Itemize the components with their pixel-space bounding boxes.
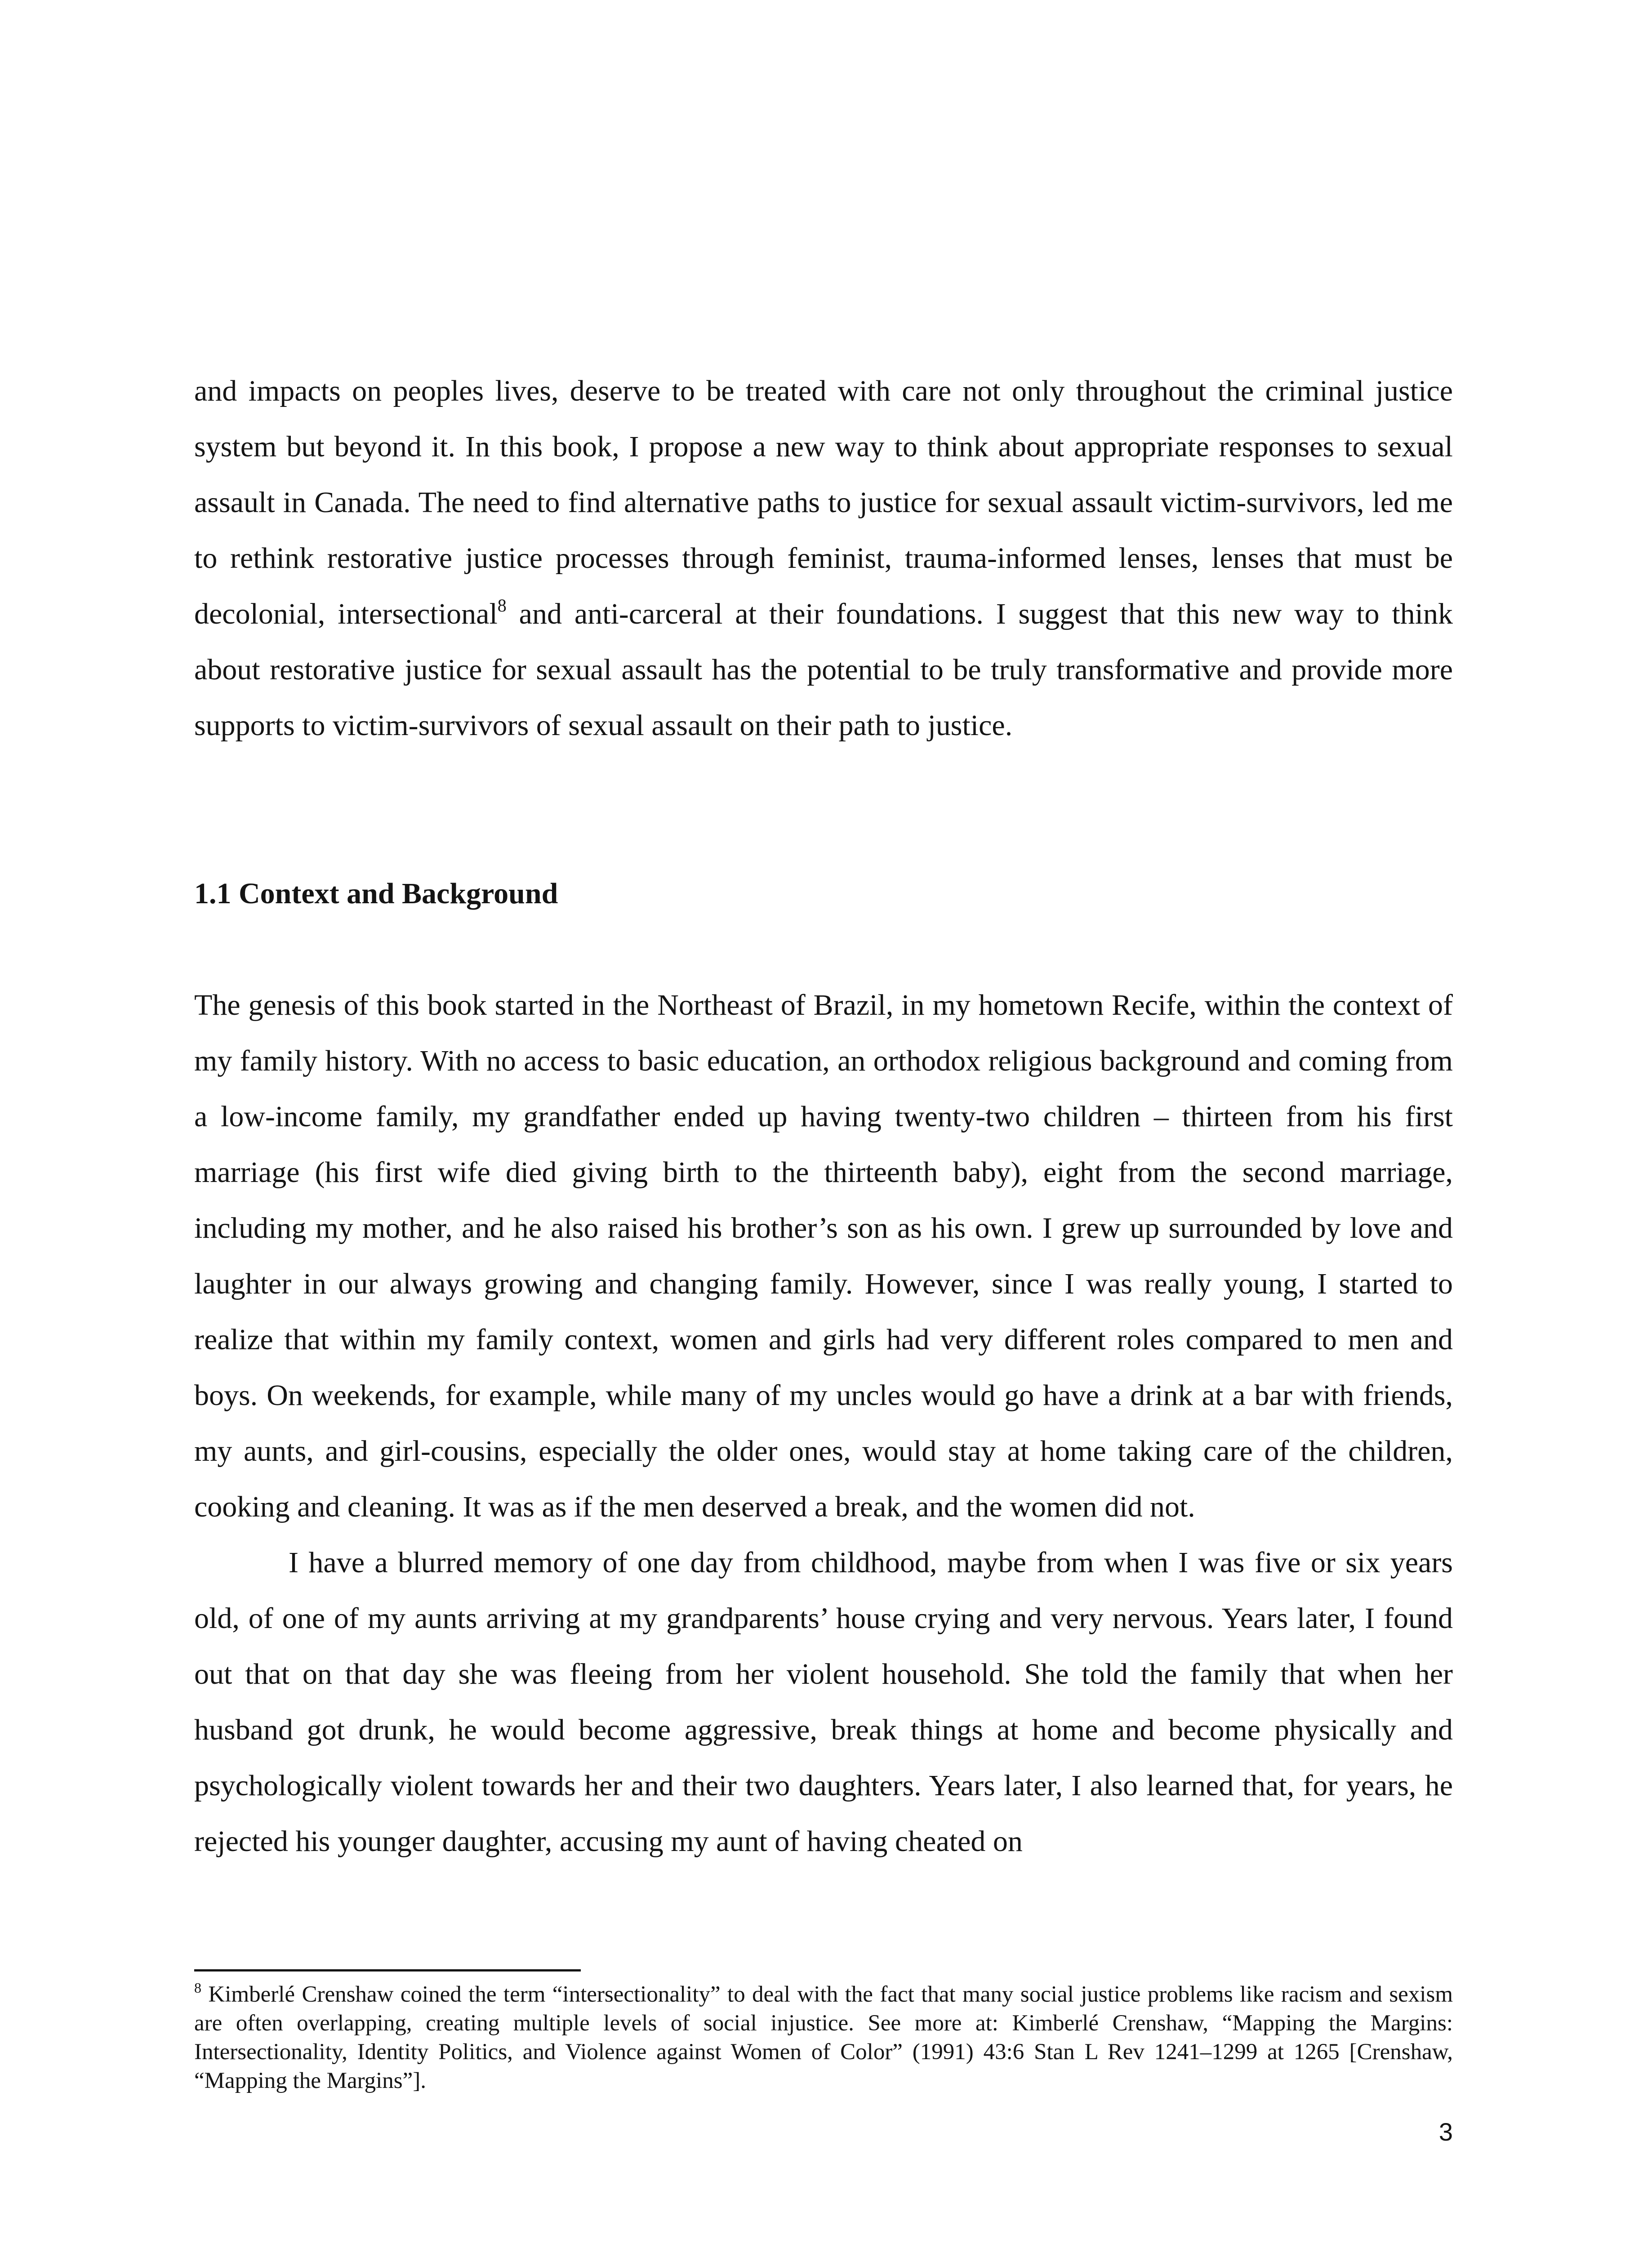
footnote — [194, 1980, 1453, 2095]
section-heading: 1.1 Context and Background — [194, 877, 558, 910]
intro-text-end: and anti-carceral at their foundations. I suggest that this new way to think about restorative justice for sexual assault has the potential to be truly transformative and provide more supports to victim-survivors of sexual assault on their path to justice. — [194, 598, 1453, 742]
intro-text-start: and impacts on peoples lives, deserve to be treated with care not only throughout the criminal justice system but beyond it. In this book, I propose a new way to think about appropriate responses to sexual assault in Canada. The need to find alternative paths to justice for sexual assault victim-survivors, led me to rethink restorative justice processes through feminist, trauma-informed lenses, lenses that must be decolonial, intersectional — [194, 375, 1453, 630]
footnote-marker: 8 — [194, 1980, 201, 1996]
section-heading-block — [194, 866, 1453, 922]
intro-paragraph — [194, 363, 1453, 754]
page-number: 3 — [1438, 2118, 1453, 2146]
intro-block — [194, 363, 1453, 754]
footnote-reference[interactable]: 8 — [497, 595, 507, 616]
section-paragraph-2: I have a blurred memory of one day from childhood, maybe from when I was five or six years old, of one of my aunts arriving at my grandparents’ house crying and very nervous. Years later, I found out that on that day she was fleeing from her violent household. She told the family that when her husband got drunk, he would become aggressive, break things at home and become physically and psychologically violent towards her and their two daughters. Years later, I also learned that, for years, he rejected his younger daughter, accusing my aunt of having cheated on — [194, 1546, 1453, 1858]
section-body — [194, 977, 1453, 1869]
footnote-separator — [194, 1969, 581, 1971]
footnote-text: Kimberlé Crenshaw coined the term “intersectionality” to deal with the fact that many social justice problems like racism and sexism are often overlapping, creating multiple levels of social injustice. See more at: Kimberlé Crenshaw, “Mapping the Margins: Intersectionality, Identity Politics, and Violence against Women of Color” (1991) 43:6 Stan L Rev 1241–1299 at 1265 [Crenshaw, “Mapping the Margins”]. — [194, 1982, 1453, 2093]
section-paragraph-1: The genesis of this book started in the Northeast of Brazil, in my hometown Recife, within the context of my family history. With no access to basic education, an orthodox religious background and coming from a low-income family, my grandfather ended up having twenty-two children – thirteen from his first marriage (his first wife died giving birth to the thirteenth baby), eight from the second marriage, including my mother, and he also raised his brother’s son as his own. I grew up surrounded by love and laughter in our always growing and changing family. However, since I was really young, I started to realize that within my family context, women and girls had very different roles compared to men and boys. On weekends, for example, while many of my uncles would go have a drink at a bar with friends, my aunts, and girl-cousins, especially the older ones, would stay at home taking care of the children, cooking and cleaning. It was as if the men deserved a break, and the women did not. — [194, 989, 1453, 1523]
